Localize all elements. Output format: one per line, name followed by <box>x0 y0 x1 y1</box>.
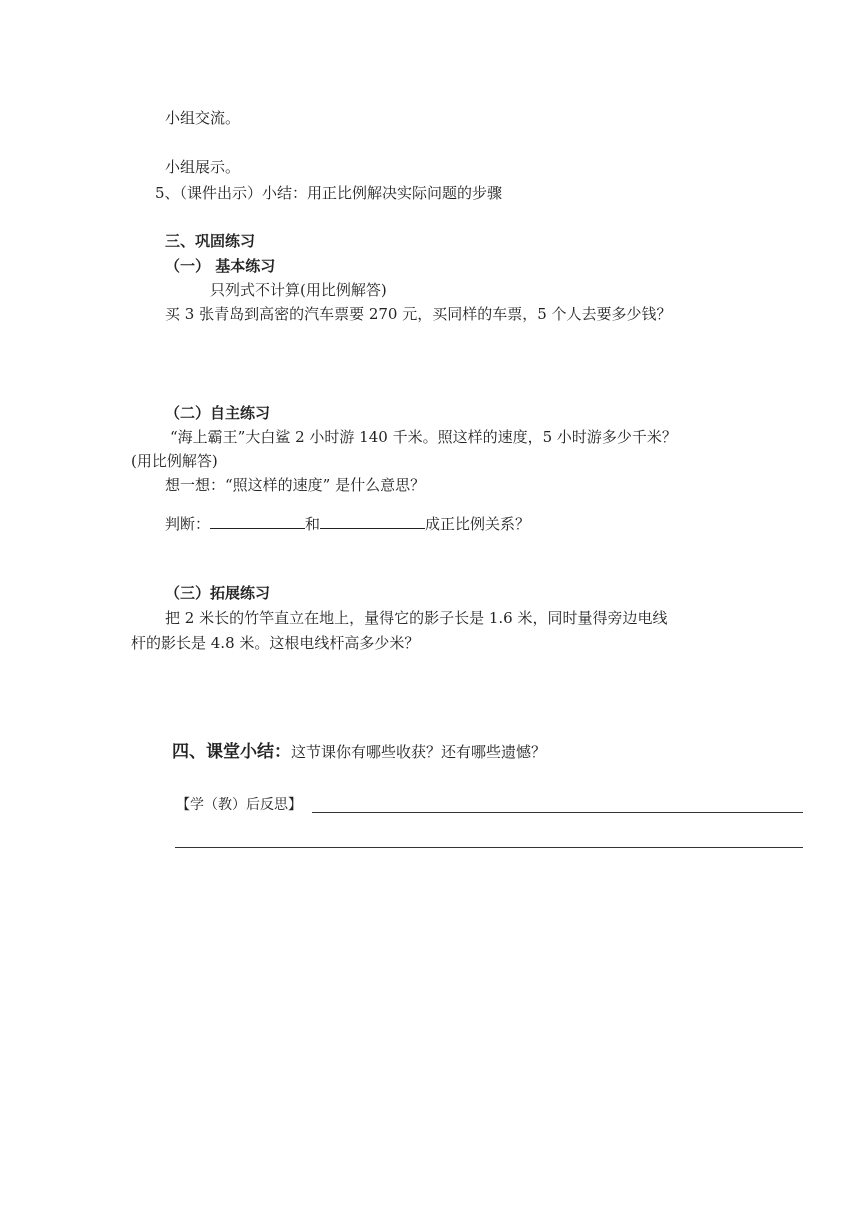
self-practice-problem-line1: “海上霸王”大白鲨 2 小时游 140 千米。照这样的速度，5 小时游多少千米？ <box>170 428 677 446</box>
section4-line <box>172 740 546 764</box>
extend-practice-problem-line2: 杆的影长是 4.8 米。这根电线杆高多少米？ <box>131 634 420 652</box>
reflection-label: 【学（教）后反思】 <box>176 797 302 813</box>
basic-practice-heading: （一） 基本练习 <box>165 257 276 275</box>
section4-heading: 四、课堂小结： <box>172 742 291 762</box>
self-practice-problem-line2: (用比例解答) <box>131 452 218 470</box>
self-practice-heading: （二）自主练习 <box>165 404 271 422</box>
extend-practice-problem-line1: 把 2 米长的竹竿直立在地上，量得它的影子长是 1.6 米，同时量得旁边电线 <box>165 609 668 627</box>
judge-blank-2[interactable] <box>320 512 425 529</box>
judge-suffix: 成正比例关系？ <box>425 515 531 533</box>
judge-blank-1[interactable] <box>210 512 305 529</box>
judge-prefix: 判断： <box>165 515 211 533</box>
think-question: 想一想：“照这样的速度” 是什么意思？ <box>165 476 426 494</box>
group-show-text: 小组展示。 <box>165 158 241 176</box>
judge-and: 和 <box>305 515 321 533</box>
extend-practice-heading: （三）拓展练习 <box>165 584 271 602</box>
reflection-line-1[interactable] <box>312 812 803 813</box>
reflection-line-2[interactable] <box>175 847 803 848</box>
section3-heading: 三、巩固练习 <box>165 232 256 250</box>
group-exchange-text: 小组交流。 <box>165 109 241 127</box>
basic-practice-problem: 买 3 张青岛到高密的汽车票要 270 元，买同样的车票，5 个人去要多少钱？ <box>165 305 672 323</box>
basic-practice-instruction: 只列式不计算(用比例解答) <box>210 281 387 299</box>
section4-question: 这节课你有哪些收获？还有哪些遗憾？ <box>291 743 547 761</box>
judge-line <box>165 512 530 534</box>
step5-summary: 5、（课件出示）小结：用正比例解决实际问题的步骤 <box>155 184 503 202</box>
